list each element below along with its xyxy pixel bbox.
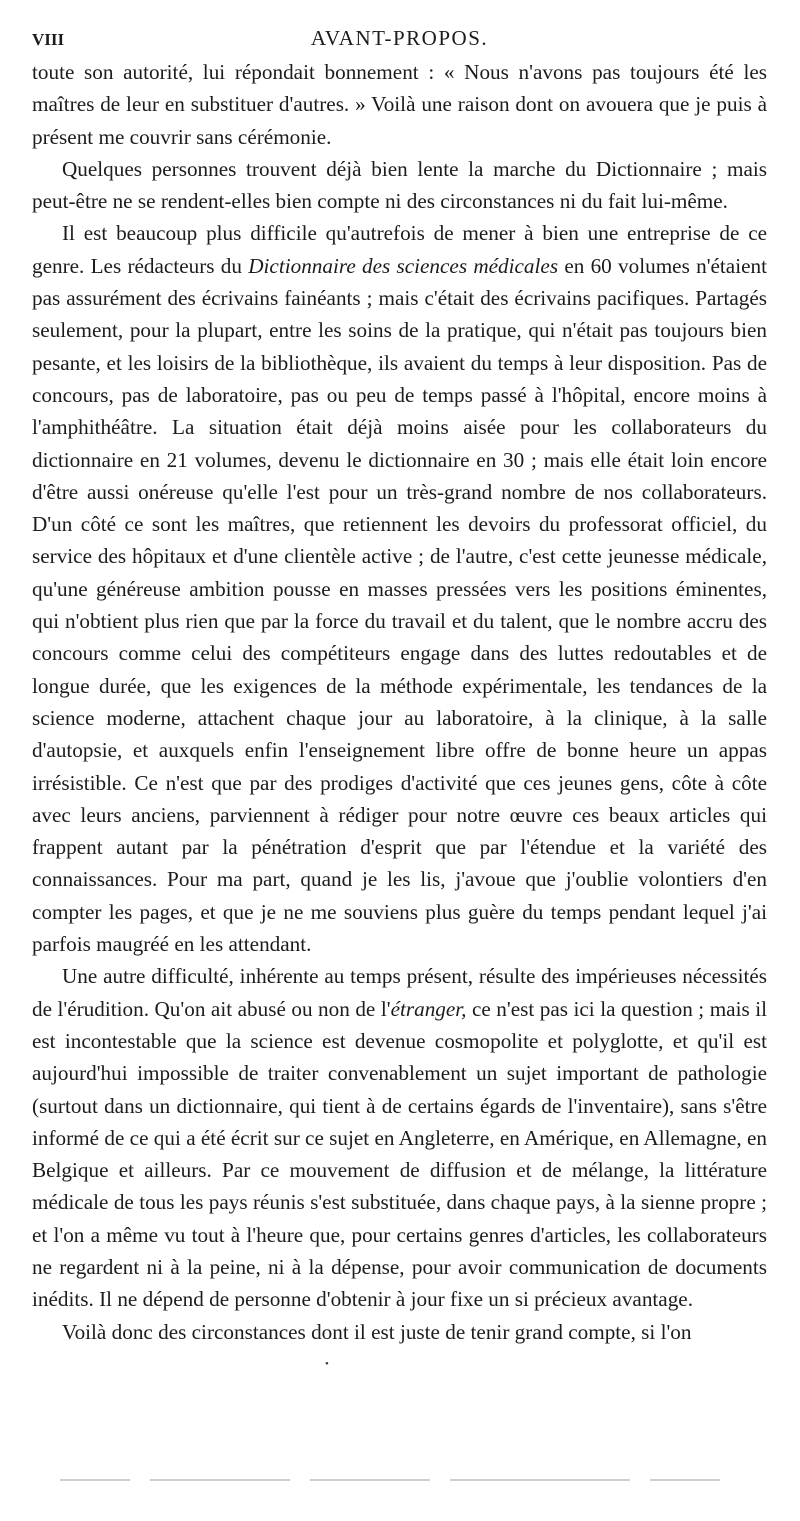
- paragraph-text: en 60 volumes n'étaient pas assurément des écrivains fainéants ; mais c'était des écrivains pacifiques. Partagés seulement, pour la plupart, entre les soins de la pratique, qui n'était pas toujours bien pesante, et les loisirs de la bibliothèque, ils avaient du temps à leur disposition. Pas de concours, pas de laboratoire, pas ou peu de temps passé à l'hôpital, encore moins à l'amphithéâtre. La situation était déjà moins aisée pour les collaborateurs du dictionnaire en 21 volumes, devenu le dictionnaire en 30 ; mais elle était loin encore d'être aussi onéreuse qu'elle l'est pour un très-grand nombre de nos collaborateurs. D'un côté ce sont les maîtres, que retiennent les devoirs du professorat officiel, du service des hôpitaux et d'une clientèle active ; de l'autre, c'est cette jeunesse médicale, qu'une généreuse ambition pousse en masses pressées vers les positions éminentes, qui n'obtient plus rien que par la force du travail et du talent, que le nombre accru des concours comme celui des compétiteurs engage dans des luttes redoutables et de longue durée, que les exigences de la méthode expérimentale, les tendances de la science moderne, attachent chaque jour au laboratoire, à la clinique, à la salle d'autopsie, et auxquels enfin l'enseignement libre offre de bonne heure un appas irrésistible. Ce n'est que par des prodiges d'activité que ces jeunes gens, côte à côte avec leurs anciens, parviennent à rédiger pour notre œuvre ces beaux articles qui frappent autant par la pénétration d'esprit que par l'étendue et la variété des connaissances. Pour ma part, quand je les lis, j'avoue que j'oublie volontiers d'en compter les pages, et que je ne me souviens plus guère du temps pendant lequel j'ai parfois maugréé en les attendant.: [32, 253, 767, 957]
- italic-title: Dictionnaire des sciences médicales: [248, 253, 559, 278]
- paragraph-closing: Voilà donc des circonstances dont il est juste de tenir grand compte, si l'on: [62, 1319, 692, 1344]
- book-page: [32, 26, 767, 1348]
- paragraph-difficulty-writers: [32, 217, 767, 960]
- italic-word: étranger,: [390, 996, 467, 1021]
- paragraph-erudition: [32, 960, 767, 1315]
- paragraph-text: Il est beaucoup plus difficile qu'autrefois de mener à bien une entreprise de ce genre. Les rédacteurs du: [32, 221, 767, 278]
- page-header: [32, 26, 767, 56]
- page-number: VIII: [32, 30, 65, 49]
- printer-mark: •: [325, 1358, 329, 1370]
- running-title: AVANT-PROPOS.: [310, 26, 489, 50]
- paragraph-continuation: toute son autorité, lui répondait bonnement : « Nous n'avons pas toujours été les maîtres de leur en substituer d'autres. » Voilà une raison dont on avouera que je puis à présent me couvrir sans cérémonie.: [32, 60, 767, 149]
- paragraph-text: Une autre difficulté, inhérente au temps présent, résulte des impérieuses nécessités de l'érudition. Qu'on ait abusé ou non de l': [32, 964, 767, 1021]
- paragraph-dictionary-pace: Quelques personnes trouvent déjà bien lente la marche du Dictionnaire ; mais peut-être ne se rendent-elles bien compte ni des circonstances ni du fait lui-même.: [32, 156, 767, 214]
- bleed-through-line: [60, 1473, 720, 1487]
- paragraph-text: ce n'est pas ici la question ; mais il est incontestable que la science est devenue cosmopolite et polyglotte, et qu'il est aujourd'hui impossible de traiter convenablement un sujet important de pathologie (surtout dans un dictionnaire, qui tient à de certains égards de l'inventaire), sans s'être informé de ce qui a été écrit sur ce sujet en Angleterre, en Amérique, en Allemagne, en Belgique et ailleurs. Par ce mouvement de diffusion et de mélange, la littérature médicale de tous les pays réunis s'est substituée, dans chaque pays, à la sienne propre ; et l'on a même vu tout à l'heure que, pour certains genres d'articles, les collaborateurs ne regardent ni à la peine, ni à la dépense, pour avoir communication de documents inédits. Il ne dépend de personne d'obtenir à jour fixe un si précieux avantage.: [32, 996, 767, 1312]
